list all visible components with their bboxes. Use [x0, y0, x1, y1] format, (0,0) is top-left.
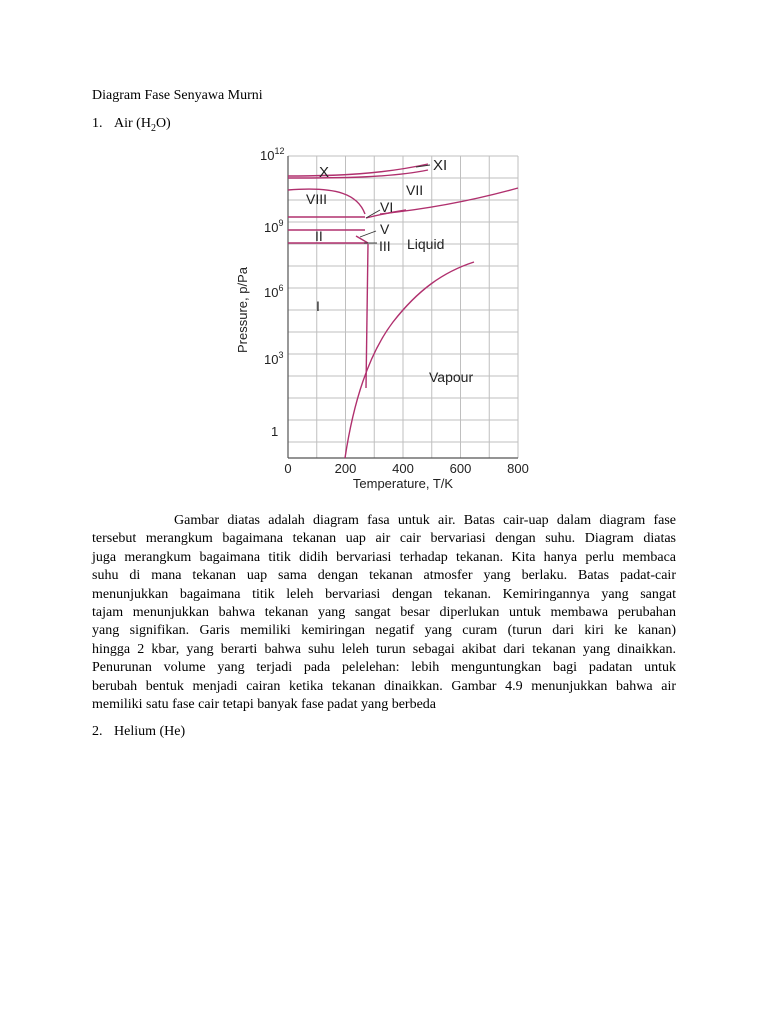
phase-label-III: III — [379, 238, 391, 254]
y-tick-label: $10^9$ — [264, 218, 284, 235]
y-tick-label: $10^6$ — [264, 283, 284, 300]
boundary-X-VIII — [288, 164, 428, 176]
x-tick-label: 200 — [334, 461, 357, 476]
paragraph-line: Gambar diatas adalah diagram fasa untuk air. Batas cair-uap dalam diagram fase — [174, 513, 676, 528]
y-axis-title: Pressure, p/Pa — [235, 267, 250, 353]
paragraph-line: hingga 2 kbar, yang berarti bahwa suhu leleh turun sebagai akibat dari tekanan yang dinaikkan. — [92, 641, 676, 657]
phase-label-XI: XI — [433, 157, 448, 174]
section-heading-water — [92, 116, 171, 132]
paragraph-line: juga merangkum bagaimana titik didih bervariasi terhadap tekanan. Kita hanya perlu membaca — [92, 549, 676, 565]
water-phase-diagram — [228, 140, 538, 500]
phase-label-V: V — [380, 221, 390, 237]
paragraph-line: memiliki satu fase cair tetapi banyak fase padat yang berbeda — [92, 697, 437, 713]
section-label-subscript: 2 — [150, 122, 156, 134]
paragraph-line: menunjukkan bagaimana titik leleh bervariasi dengan tekanan. Kemiringannya yang sangat — [92, 586, 676, 602]
y-tick-label: 1 — [271, 424, 279, 439]
y-tick-label: $10^{12}$ — [260, 146, 285, 163]
document-title: Diagram Fase Senyawa Murni — [92, 88, 263, 103]
y-tick-label: $10^3$ — [264, 350, 284, 367]
phase-label-liquid: Liquid — [407, 236, 445, 252]
x-axis-title: Temperature, T/K — [352, 476, 454, 491]
section-number: 1. — [92, 116, 103, 131]
paragraph-line: suhu di mana tekanan uap sama dengan tekanan atmosfer yang berlaku. Batas padat-cair — [92, 568, 676, 584]
vapour-pressure-curve — [345, 262, 474, 458]
x-tick-label: 400 — [392, 461, 414, 476]
paragraph-line: tersebut merangkum bagaimana tekanan uap air cair bervariasi dengan suhu. Diagram diatas — [92, 531, 676, 547]
paragraph-line: Penurunan volume yang terjadi pada pelelehan: lebih menguntungkan bagi padatan untuk — [92, 660, 676, 676]
body-paragraph — [92, 512, 676, 714]
boundary-II-III — [356, 236, 368, 243]
paragraph-line: berubah bentuk menjadi cairan ketika tekanan dinaikkan. Gambar 4.9 menunjukkan bahwa air — [92, 678, 676, 694]
phase-label-VII: VII — [406, 182, 424, 198]
section-heading-helium — [92, 724, 185, 740]
section-label: Helium (He) — [114, 724, 186, 739]
phase-label-X: X — [319, 164, 330, 181]
paragraph-line: tajam menunjukkan bahwa tekanan yang sangat besar diperlukan untuk membawa perubahan — [92, 605, 676, 621]
boundary-liquid-VII — [380, 188, 518, 214]
section-label-suffix: O) — [155, 116, 171, 131]
paragraph-line: yang signifikan. Garis memiliki kemiringan negatif yang curam (turun dari kiri ke kanan) — [92, 623, 676, 639]
phase-label-vapour: Vapour — [429, 369, 474, 385]
phase-label-II: II — [315, 228, 323, 244]
x-tick-label: 600 — [449, 461, 472, 476]
phase-label-VI: VI — [380, 199, 394, 215]
x-tick-label: 800 — [507, 461, 529, 476]
section-number: 2. — [92, 724, 103, 739]
x-tick-label: 0 — [284, 461, 292, 476]
section-label-prefix: Air (H — [114, 116, 151, 131]
phase-label-I: I — [316, 298, 320, 314]
phase-label-VIII: VIII — [306, 191, 328, 207]
